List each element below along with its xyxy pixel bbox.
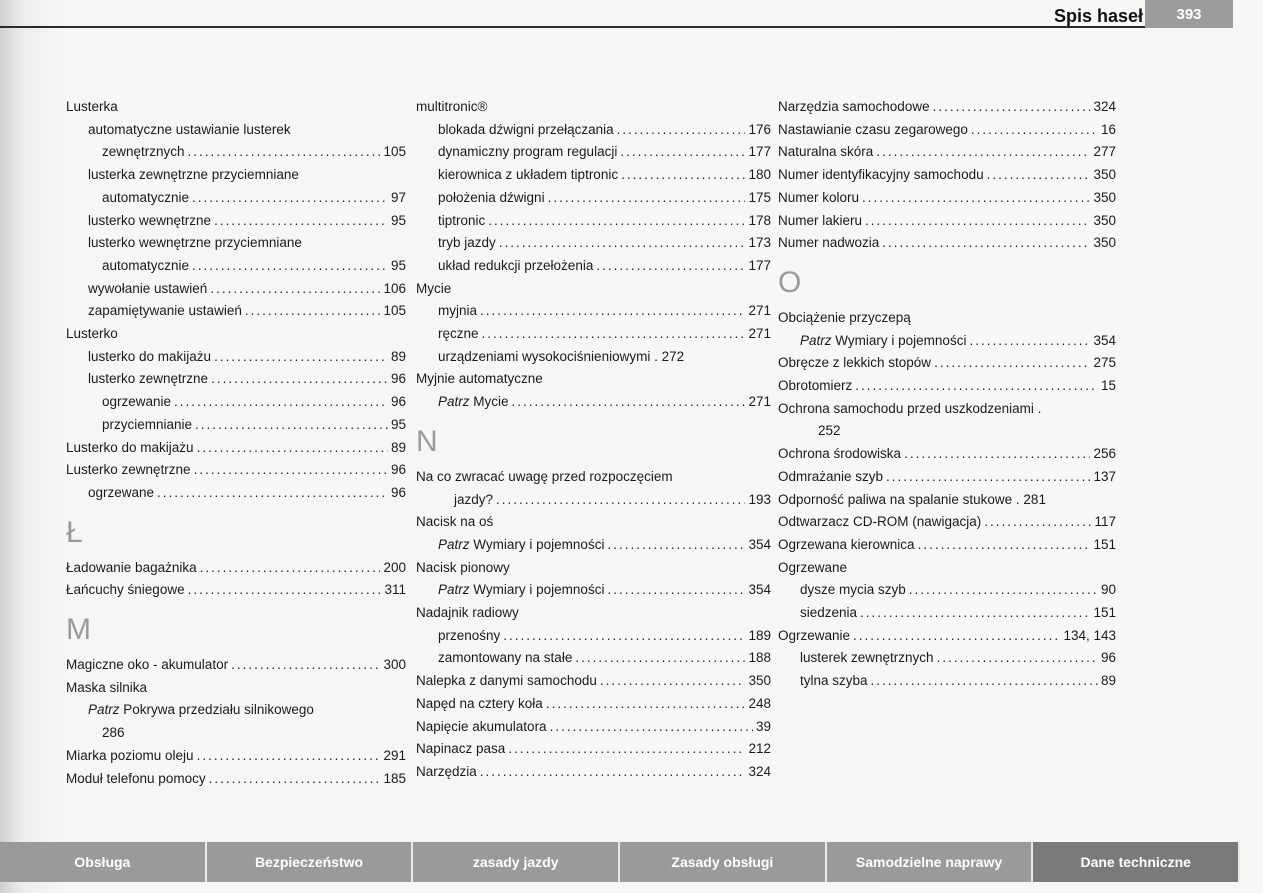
page-ref: 354 [748,582,771,598]
index-entry: automatycznie ..... 97 [66,187,406,210]
index-entry: Lusterko zewnętrzne ..... 96 [66,459,406,482]
index-entry: Obrotomierz ..... 15 [778,375,1116,398]
page-ref: 188 [748,650,771,666]
index-entry: siedzenia ..... 151 [778,602,1116,625]
page-ref: 96 [390,394,406,410]
tab-zasady-obslugi[interactable]: Zasady obsługi [620,842,827,882]
page-ref: 272 [661,348,685,364]
index-entry: Odmrażanie szyb ..... 137 [778,466,1116,489]
page-ref: 89 [390,439,406,455]
page-ref: 256 [1093,446,1116,462]
index-entry: Ochrona środowiska ..... 256 [778,443,1116,466]
index-entry: zewnętrznych ..... 105 [66,141,406,164]
index-entry: ręczne ..... 271 [416,323,771,346]
page-ref: 291 [383,747,406,763]
index-entry: Numer nadwozia ..... 350 [778,232,1116,255]
section-tabs [0,842,1240,882]
index-entry: tiptronic ..... 178 [416,210,771,233]
index-entry: Patrz Pokrywa przedziału silnikowego [88,702,314,718]
index-heading: Nacisk pionowy [416,559,510,575]
tab-obsluga[interactable]: Obsługa [0,842,207,882]
index-entry: Miarka poziomu oleju ..... 291 [66,745,406,768]
page-ref: 271 [748,326,771,342]
index-entry: Ogrzewanie ..... 134, 143 [778,625,1116,648]
page-ref: 350 [1093,189,1116,205]
page-ref: 300 [383,657,406,673]
page-ref: 96 [390,462,406,478]
page-ref: 117 [1094,514,1116,530]
page-ref: 180 [748,167,771,183]
index-entry: zamontowany na stałe ..... 188 [416,647,771,670]
page-ref: 105 [383,144,406,160]
index-entry: Patrz Wymiary i pojemności ..... 354 [778,330,1116,353]
index-entry: Odtwarzacz CD-ROM (nawigacja) ..... 117 [778,511,1116,534]
page-ref: 350 [1093,167,1116,183]
page-ref: 271 [748,303,771,319]
index-entry: Obręcze z lekkich stopów ..... 275 [778,352,1116,375]
page-ref: 151 [1093,605,1116,621]
page-ref: 39 [755,718,771,734]
page-ref: 90 [1100,582,1116,598]
page-ref: 95 [390,416,406,432]
index-entry: Numer koloru ..... 350 [778,187,1116,210]
index-heading: Obciążenie przyczepą [778,309,911,325]
index-entry: Naturalna skóra ..... 277 [778,141,1116,164]
section-letter: O [778,265,802,299]
index-column-3 [778,96,1116,693]
index-heading: multitronic® [416,99,488,114]
index-entry: przyciemnianie ..... 95 [66,414,406,437]
index-entry: Nastawianie czasu zegarowego ..... 16 [778,119,1116,142]
index-entry: Magiczne oko - akumulator ..... 300 [66,654,406,677]
header-rule [0,26,1233,28]
tab-dane-techniczne[interactable]: Dane techniczne [1033,842,1240,882]
page-ref: 200 [383,559,406,575]
page-ref: 286 [102,725,125,741]
page-ref: 178 [748,212,771,228]
index-entry: lusterek zewnętrznych ..... 96 [778,647,1116,670]
index-entry: Numer lakieru ..... 350 [778,210,1116,233]
index-entry: Ogrzewana kierownica ..... 151 [778,534,1116,557]
page-ref: 275 [1093,355,1116,371]
index-entry: Napinacz pasa ..... 212 [416,738,771,761]
page-ref: 350 [1093,235,1116,251]
index-entry: Na co zwracać uwagę przed rozpoczęciem [416,468,673,484]
index-entry: automatycznie ..... 95 [66,255,406,278]
index-entry: Patrz Mycie ..... 271 [416,391,771,414]
page-ref: 185 [383,770,406,786]
index-entry: ogrzewanie ..... 96 [66,391,406,414]
index-entry: automatyczne ustawianie lusterek [88,121,291,137]
index-entry: lusterko zewnętrzne ..... 96 [66,368,406,391]
index-heading: Lusterka [66,99,118,114]
index-heading: Nacisk na oś [416,514,494,530]
page-ref: 106 [383,280,406,296]
index-entry: zapamiętywanie ustawień ..... 105 [66,300,406,323]
index-entry: położenia dźwigni ..... 175 [416,187,771,210]
index-entry: Moduł telefonu pomocy ..... 185 [66,768,406,791]
page-ref: 311 [384,582,406,598]
page-ref: 96 [390,484,406,500]
page-ref: 354 [748,536,771,552]
page-ref: 175 [748,189,771,205]
page-ref: 212 [748,741,771,757]
index-column-2 [416,96,771,784]
index-entry: Patrz Wymiary i pojemności ..... 354 [416,579,771,602]
page-ref: 173 [748,235,771,251]
page-ref: 151 [1093,536,1116,552]
tab-samodzielne-naprawy[interactable]: Samodzielne naprawy [827,842,1034,882]
index-heading: Lusterko [66,326,118,342]
index-entry: tryb jazdy ..... 173 [416,232,771,255]
page-ref: 281 [1023,491,1046,507]
tab-bezpieczenstwo[interactable]: Bezpieczeństwo [207,842,414,882]
page-ref: 193 [748,491,771,507]
index-entry: lusterko do makijażu ..... 89 [66,346,406,369]
section-letter: N [416,424,438,458]
index-entry: urządzeniami wysokociśnieniowymi . 272 [438,348,685,364]
index-heading: Mycie [416,280,452,296]
page-ref: 95 [390,257,406,273]
index-entry: lusterka zewnętrzne przyciemniane [88,167,299,183]
page-ref: 248 [748,695,771,711]
index-entry: Napęd na cztery koła ..... 248 [416,693,771,716]
index-entry: Ochrona samochodu przed uszkodzeniami . [778,400,1042,416]
index-entry: Narzędzia samochodowe ..... 324 [778,96,1116,119]
index-entry: Odporność paliwa na spalanie stukowe . 281 [778,491,1046,507]
page-ref: 97 [390,189,406,205]
page-number: 393 [1145,0,1233,28]
index-entry: blokada dźwigni przełączania ..... 176 [416,119,771,142]
index-column-1 [66,96,406,790]
page-ref: 354 [1093,332,1116,348]
page-ref: 177 [748,144,771,160]
tab-zasady-jazdy[interactable]: zasady jazdy [413,842,620,882]
page-ref: 105 [383,303,406,319]
index-entry: dynamiczny program regulacji ..... 177 [416,141,771,164]
page-ref: 189 [748,627,771,643]
index-entry: Maska silnika [66,679,148,695]
index-entry: układ redukcji przełożenia ..... 177 [416,255,771,278]
index-entry: ogrzewane ..... 96 [66,482,406,505]
index-entry: Ładowanie bagażnika ..... 200 [66,557,406,580]
page-ref: 89 [390,348,406,364]
page-ref: 15 [1100,378,1116,394]
page-ref: 324 [748,763,771,779]
index-entry: Numer identyfikacyjny samochodu ..... 350 [778,164,1116,187]
index-entry: Patrz Wymiary i pojemności ..... 354 [416,534,771,557]
page-ref: 89 [1100,673,1116,689]
index-entry: jazdy? ..... 193 [416,489,771,512]
index-entry: lusterko wewnętrzne przyciemniane [88,235,302,251]
page-ref: 137 [1093,468,1116,484]
page-ref: 16 [1100,121,1116,137]
index-entry: lusterko wewnętrzne ..... 95 [66,210,406,233]
section-letter: Ł [66,515,83,549]
page-ref: 324 [1093,99,1116,114]
page-ref: 96 [1100,650,1116,666]
page-ref: 252 [818,423,841,439]
index-entry: dysze mycia szyb ..... 90 [778,579,1116,602]
page-ref: 350 [748,673,771,689]
page-ref: 95 [390,212,406,228]
page-ref: 177 [748,257,771,273]
page-ref: 271 [748,394,771,410]
index-entry: Lusterko do makijażu ..... 89 [66,437,406,460]
index-entry: tylna szyba ..... 89 [778,670,1116,693]
index-entry: wywołanie ustawień ..... 106 [66,278,406,301]
page-ref: 96 [390,371,406,387]
index-entry: Łańcuchy śniegowe ..... 311 [66,579,406,602]
page-title: Spis haseł [1053,6,1143,26]
index-heading: Myjnie automatyczne [416,371,543,387]
index-heading: Nadajnik radiowy [416,605,519,621]
page-ref: 277 [1093,144,1116,160]
index-entry: Narzędzia ..... 324 [416,761,771,784]
index-entry: myjnia ..... 271 [416,300,771,323]
index-entry: kierownica z układem tiptronic ..... 180 [416,164,771,187]
page-ref: 176 [748,121,771,137]
index-heading: Ogrzewane [778,559,848,575]
index-entry: przenośny ..... 189 [416,625,771,648]
page-ref: 134, 143 [1063,627,1116,643]
index-entry: Napięcie akumulatora ..... 39 [416,716,771,739]
index-entry: Nalepka z danymi samochodu ..... 350 [416,670,771,693]
page-ref: 350 [1093,212,1116,228]
section-letter: M [66,613,91,647]
